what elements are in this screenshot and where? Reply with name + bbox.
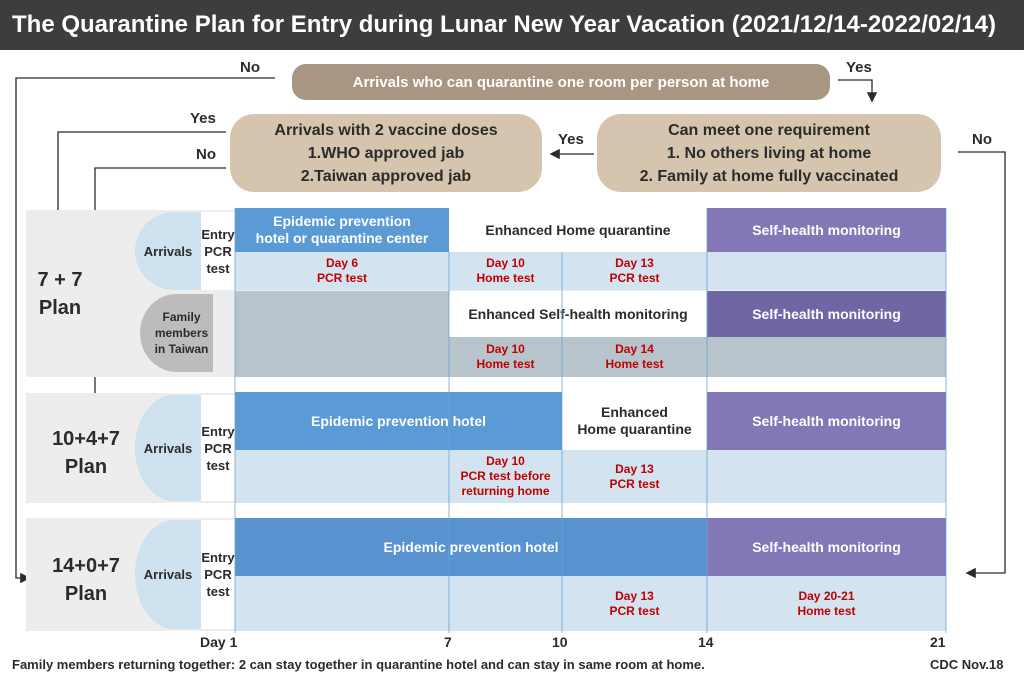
plan-14-0-7-hotel: Epidemic prevention hotel xyxy=(235,518,707,576)
plan-10-4-7-title-line1: 10+4+7 xyxy=(52,428,120,450)
plan-7-7-hotel-line2: hotel or quarantine center xyxy=(255,230,429,246)
day-axis-day14: 14 xyxy=(698,634,714,650)
plan-7-7-title-line1: 7 + 7 xyxy=(37,269,83,291)
plan-10-4-7-self-monitoring: Self-health monitoring xyxy=(707,392,946,450)
plan-10-4-7-test-day13-line2: PCR test xyxy=(609,476,660,491)
plan-14-0-7-entry-line1: Entry xyxy=(201,550,235,565)
plan-14-0-7-title-line2: Plan xyxy=(64,583,108,605)
question-vaccine-doses-line1: 1.WHO approved jab xyxy=(307,144,465,162)
plan-7-7-test-day10-line1: Day 10 xyxy=(486,256,525,270)
day-axis-day10: 10 xyxy=(552,634,568,650)
plan-7-7-test-day13-line1: Day 13 xyxy=(615,256,654,270)
question-one-requirement-line2: 2. Family at home fully vaccinated xyxy=(639,167,899,185)
question-home-single-room-text: Arrivals who can quarantine one room per person at home xyxy=(352,73,770,91)
plan-7-7-family-test-day10-line1: Day 10 xyxy=(486,342,525,356)
plan-7-7-family-line3: in Taiwan xyxy=(154,342,209,356)
plan-10-4-7-hotel: Epidemic prevention hotel xyxy=(235,392,562,450)
plan-10-4-7-entry-line3: test xyxy=(206,457,230,473)
question-vaccine-doses-title: Arrivals with 2 vaccine doses xyxy=(274,121,498,139)
plan-14-0-7-test-day20-line1: Day 20-21 xyxy=(798,588,855,603)
plan-10-4-7-test-day13-line1: Day 13 xyxy=(615,461,654,476)
plan-7-7-arrivals-label: Arrivals xyxy=(143,243,193,259)
day-axis-day7: 7 xyxy=(444,634,452,650)
plan-7-7-family-self-monitoring-2: Self-health monitoring xyxy=(707,291,946,337)
q3-no-label: No xyxy=(196,146,216,163)
plan-7-7-test-day10-line2: Home test xyxy=(476,271,535,285)
plan-7-7-entry-line1: Entry xyxy=(201,226,235,242)
plan-10-4-7-home-line2: Home quarantine xyxy=(577,421,692,437)
q1-yes-label: Yes xyxy=(846,59,872,76)
plan-7-7-test-day13-line2: PCR test xyxy=(609,271,660,285)
q2-no-label: No xyxy=(972,131,992,148)
question-vaccine-doses-line2: 2.Taiwan approved jab xyxy=(300,167,472,185)
plan-14-0-7-test-day13-line1: Day 13 xyxy=(615,588,654,603)
plan-10-4-7-title-line2: Plan xyxy=(64,456,108,478)
plan-7-7-family-test-day14-line2: Home test xyxy=(605,357,664,371)
plan-14-0-7-self-monitoring: Self-health monitoring xyxy=(707,518,946,576)
plan-14-0-7-arrivals-label: Arrivals xyxy=(143,567,193,582)
plan-7-7-entry-line2: PCR xyxy=(204,243,232,259)
plan-7-7-family-test-day14-line1: Day 14 xyxy=(615,342,654,356)
plan-14-0-7-test-day20-line2: Home test xyxy=(797,603,856,618)
plan-10-4-7-home-line1: Enhanced xyxy=(601,404,668,420)
q3-yes-label: Yes xyxy=(190,110,216,127)
page-title: The Quarantine Plan for Entry during Lunar New Year Vacation (2021/12/14-2022/02/14) xyxy=(0,0,1024,50)
plan-10-4-7-test-day10-line1: Day 10 xyxy=(486,454,525,468)
plan-7-7-entry-line3: test xyxy=(206,260,230,276)
day-axis-day21: 21 xyxy=(930,634,946,650)
plan-14-0-7-test-day13-line2: PCR test xyxy=(609,603,660,618)
plan-10-4-7-test-day10-line2: PCR test before xyxy=(460,469,551,483)
footer-note: Family members returning together: 2 can stay together in quarantine hotel and can stay in same room at home. xyxy=(12,657,705,672)
plan-7-7-test-day6-line2: PCR test xyxy=(316,271,367,285)
plan-10-4-7-test-day10-line3: returning home xyxy=(461,484,550,498)
q2-yes-label: Yes xyxy=(558,131,584,148)
plan-7-7-family-self-monitoring: Enhanced Self-health monitoring xyxy=(449,291,707,337)
plan-10-4-7-entry-line1: Entry xyxy=(201,423,235,439)
plan-14-0-7-entry-line3: test xyxy=(206,584,230,599)
question-one-requirement-title: Can meet one requirement xyxy=(668,121,870,139)
plan-7-7-family-line2: members xyxy=(154,326,209,340)
day-axis-day1: Day 1 xyxy=(200,634,238,650)
plan-7-7-self-monitoring: Self-health monitoring xyxy=(707,208,946,252)
plan-7-7-test-day6-line1: Day 6 xyxy=(325,256,359,270)
credit-label: CDC Nov.18 xyxy=(930,657,1004,672)
plan-7-7-family-test-day10-line2: Home test xyxy=(476,357,535,371)
question-one-requirement-line1: 1. No others living at home xyxy=(666,144,872,162)
plan-7-7-family-line1: Family xyxy=(162,310,201,324)
q1-no-label: No xyxy=(240,59,260,76)
plan-7-7-title-line2: Plan xyxy=(38,297,82,319)
plan-14-0-7-entry-line2: PCR xyxy=(204,567,232,582)
plan-10-4-7-arrivals-label: Arrivals xyxy=(143,440,193,456)
plan-7-7-home-quarantine: Enhanced Home quarantine xyxy=(449,208,707,252)
plan-14-0-7-title-line1: 14+0+7 xyxy=(52,555,120,577)
plan-10-4-7-entry-line2: PCR xyxy=(204,440,232,456)
plan-7-7-hotel-line1: Epidemic prevention xyxy=(273,213,411,229)
